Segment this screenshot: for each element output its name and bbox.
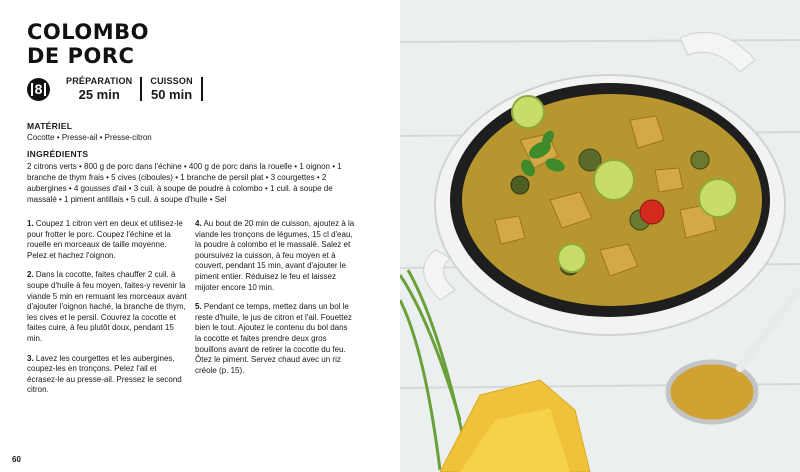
page-number: 60	[12, 455, 21, 464]
recipe-title-line-2: DE PORC	[27, 44, 135, 68]
step-number: 2.	[27, 270, 34, 280]
step-text: Au bout de 20 min de cuisson, ajoutez à la viande les tronçons de légumes, 15 cl d'eau, la poudre à colombo et le massalé. Salez et poursuivez la cuisson, à feu moyen et à couvert, pendant 15 min, avant d'ajouter le piment entier. Réduisez le feu et laissez mijoter encore 10 min.	[195, 219, 355, 292]
steps-column-left	[27, 219, 187, 405]
servings-count: 8	[34, 81, 43, 97]
steps-column-right	[195, 219, 355, 385]
ingredients-list: 2 citrons verts • 800 g de porc dans l'échine • 400 g de porc dans la rouelle • 1 oignon • 1 branche de thym frais • 5 cives (ciboules) • 1 branche de persil plat • 3 courgettes • 2 aubergines • 4 gousses d'ail • 3 cuil. à soupe de poudre à colombo • 1 cuil. à soupe de massalé • 1 piment antillais • 5 cuil. à soupe d'huile • Sel	[27, 162, 342, 204]
recipe-photo	[400, 0, 800, 472]
servings-badge	[27, 78, 50, 101]
recipe-title-line-1: COLOMBO	[27, 20, 150, 44]
prep-time-value: 25 min	[78, 87, 120, 102]
step-1	[27, 219, 187, 261]
step-text: Pendant ce temps, mettez dans un bol le reste d'huile, le jus de citron et l'ail. Fouettez bien le tout. Ajoutez le contenu du bol dans la cocotte et faites prendre deux gros bouillons avant de retirer la cocotte du feu. Ôtez le piment. Servez chaud avec un riz créole (p. 15).	[195, 302, 352, 375]
step-text: Lavez les courgettes et les aubergines, coupez-les en tronçons. Pelez l'ail et écrasez-le au presse-ail. Pressez le second citron.	[27, 353, 182, 395]
step-number: 3.	[27, 353, 34, 363]
ingredients-heading: INGRÉDIENTS	[27, 149, 89, 159]
recipe-title	[27, 20, 149, 68]
step-text: Coupez 1 citron vert en deux et utilisez-le pour frotter le porc. Coupez l'échine et la rouelle en morceaux de taille moyenne. Pelez et hachez l'oignon.	[27, 219, 183, 260]
step-number: 5.	[195, 302, 202, 312]
cook-time-value: 50 min	[150, 87, 193, 102]
materiel-list: Cocotte • Presse-ail • Presse-citron	[27, 133, 152, 142]
step-number: 4.	[195, 219, 202, 228]
step-4	[195, 219, 355, 293]
materiel-heading: MATÉRIEL	[27, 121, 73, 131]
recipe-meta	[27, 74, 203, 104]
cook-time-label: CUISSON	[150, 76, 193, 86]
ladle-with-sauce	[668, 362, 756, 422]
step-3	[27, 354, 187, 396]
step-text: Dans la cocotte, faites chauffer 2 cuil. à soupe d'huile à feu moyen, faites-y revenir la viande 5 min en remuant les morceaux avant d'ajouter l'oignon haché, la branche de thym, les cives et le persil. Couvrez la cocotte et faites cuire, à feu plutôt doux, pendant 15 min.	[27, 270, 187, 343]
antillean-chili	[640, 200, 664, 224]
step-number: 1.	[27, 219, 34, 228]
step-2	[27, 270, 187, 344]
prep-time-label: PRÉPARATION	[66, 76, 133, 86]
meta-divider	[201, 77, 203, 101]
step-5	[195, 302, 355, 376]
cook-time	[142, 76, 200, 102]
dish-photo-illustration	[400, 0, 800, 472]
prep-time	[58, 76, 140, 102]
